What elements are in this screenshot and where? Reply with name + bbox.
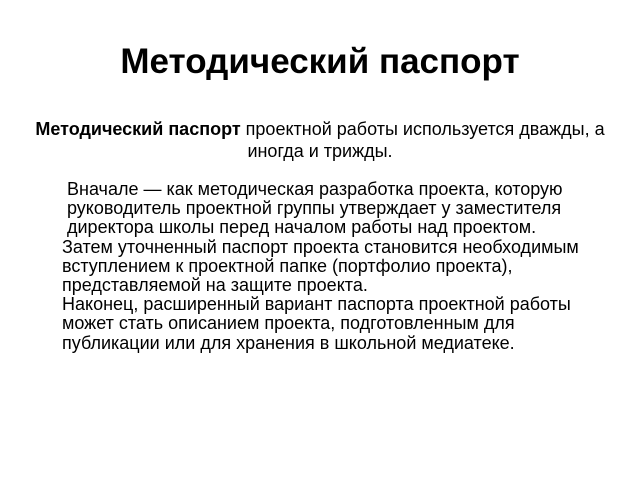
paragraph-second-use: Затем уточненный паспорт проекта становится необходимым вступлением к проектной папке (портфолио проекта), представляемой на защите проекта. — [62, 236, 579, 296]
slide-title: Методический паспорт — [120, 42, 520, 81]
lead-paragraph — [30, 118, 610, 162]
body-text — [62, 180, 610, 353]
lead-bold-term: Методический паспорт — [35, 119, 241, 139]
paragraph-third-use: Наконец, расширенный вариант паспорта проектной работы может стать описанием проекта, подготовленным для публикации или для хранения в школьной медиатеке. — [62, 294, 571, 353]
paragraph-first-use: Вначале — как методическая разработка проекта, которую руководитель проектной группы утверждает у заместителя директора школы перед началом работы над проектом. — [67, 179, 563, 238]
lead-text: проектной работы используется дважды, а иногда и трижды. — [245, 119, 605, 161]
